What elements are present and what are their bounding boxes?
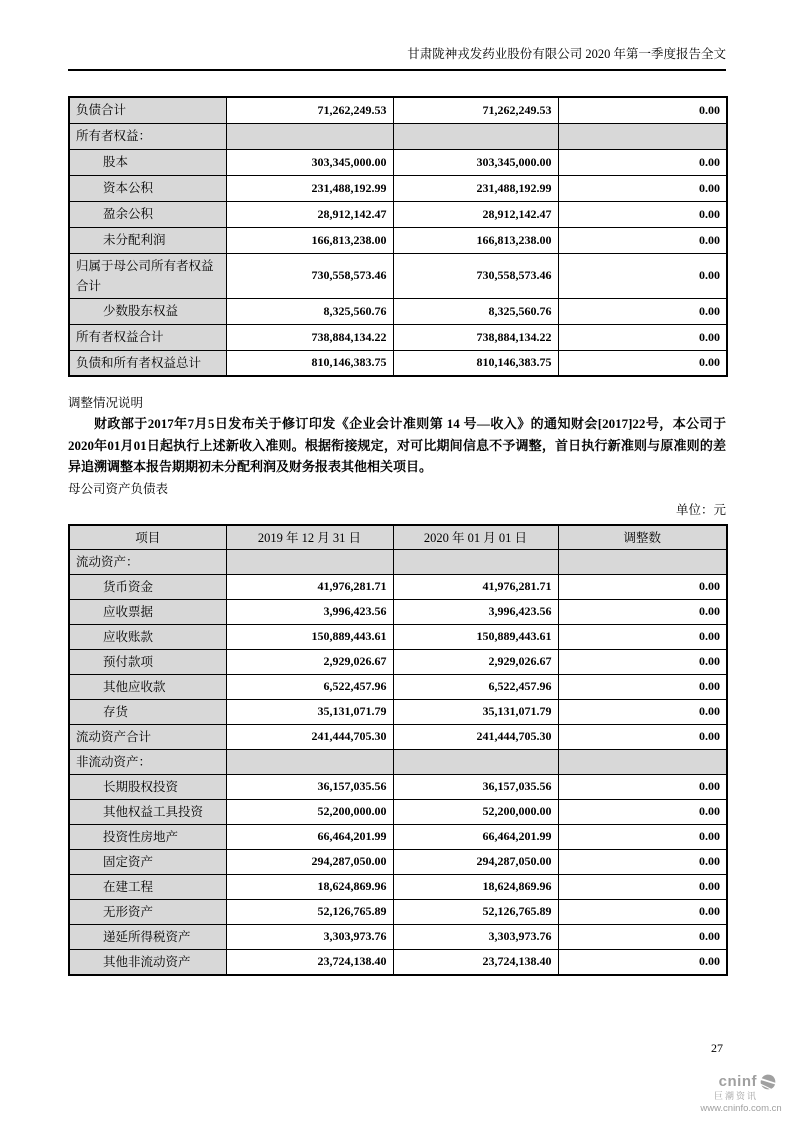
value-cell: 66,464,201.99 (393, 824, 558, 849)
value-cell: 0.00 (558, 824, 727, 849)
value-cell: 303,345,000.00 (393, 149, 558, 175)
row-label-cell: 投资性房地产 (69, 824, 226, 849)
table-row (69, 874, 727, 899)
value-cell: 28,912,142.47 (226, 201, 393, 227)
table-row (69, 599, 727, 624)
value-cell (226, 123, 393, 149)
adjustment-heading: 调整情况说明 (68, 396, 144, 410)
value-cell: 0.00 (558, 574, 727, 599)
value-cell (393, 749, 558, 774)
cninfo-logo (695, 1074, 787, 1114)
value-cell: 8,325,560.76 (393, 298, 558, 324)
value-cell: 810,146,383.75 (226, 350, 393, 376)
value-cell: 0.00 (558, 624, 727, 649)
row-label-cell: 其他应收款 (69, 674, 226, 699)
table-row (69, 201, 727, 227)
value-cell: 3,303,973.76 (226, 924, 393, 949)
value-cell: 0.00 (558, 699, 727, 724)
value-cell: 18,624,869.96 (226, 874, 393, 899)
table-row (69, 899, 727, 924)
value-cell: 28,912,142.47 (393, 201, 558, 227)
row-label-cell: 归属于母公司所有者权益合计 (69, 253, 226, 298)
value-cell: 0.00 (558, 874, 727, 899)
table-row (69, 298, 727, 324)
value-cell (226, 749, 393, 774)
table-row (69, 949, 727, 975)
value-cell: 0.00 (558, 227, 727, 253)
value-cell: 23,724,138.40 (226, 949, 393, 975)
page-header-title: 甘肃陇神戎发药业股份有限公司 2020 年第一季度报告全文 (68, 44, 726, 71)
value-cell: 52,126,765.89 (393, 899, 558, 924)
table-row (69, 175, 727, 201)
value-cell: 41,976,281.71 (226, 574, 393, 599)
table-row (69, 149, 727, 175)
table-row (69, 624, 727, 649)
row-label-cell: 其他权益工具投资 (69, 799, 226, 824)
value-cell: 0.00 (558, 253, 727, 298)
table-row (69, 774, 727, 799)
value-cell: 0.00 (558, 674, 727, 699)
value-cell: 2,929,026.67 (393, 649, 558, 674)
value-cell: 35,131,071.79 (393, 699, 558, 724)
parent-balance-sheet-title: 母公司资产负债表 (68, 482, 169, 496)
cninfo-brand-text: cninf (718, 1073, 757, 1091)
table-row (69, 649, 727, 674)
value-cell: 0.00 (558, 724, 727, 749)
value-cell: 35,131,071.79 (226, 699, 393, 724)
value-cell: 18,624,869.96 (393, 874, 558, 899)
section-row (69, 549, 727, 574)
table-row (69, 253, 727, 298)
page-number: 27 (711, 1041, 723, 1055)
table-row (69, 699, 727, 724)
row-label-cell: 所有者权益： (69, 123, 226, 149)
value-cell: 0.00 (558, 649, 727, 674)
row-label-cell: 长期股权投资 (69, 774, 226, 799)
value-cell: 66,464,201.99 (226, 824, 393, 849)
value-cell: 0.00 (558, 924, 727, 949)
row-label-cell: 存货 (69, 699, 226, 724)
value-cell: 41,976,281.71 (393, 574, 558, 599)
table-row (69, 799, 727, 824)
value-cell: 52,126,765.89 (226, 899, 393, 924)
row-label-cell: 非流动资产： (69, 749, 226, 774)
value-cell: 231,488,192.99 (226, 175, 393, 201)
value-cell: 730,558,573.46 (226, 253, 393, 298)
parent-balance-sheet-table (68, 524, 728, 976)
value-cell: 166,813,238.00 (226, 227, 393, 253)
value-cell: 2,929,026.67 (226, 649, 393, 674)
section-row (69, 749, 727, 774)
value-cell: 150,889,443.61 (226, 624, 393, 649)
value-cell: 241,444,705.30 (226, 724, 393, 749)
value-cell: 6,522,457.96 (393, 674, 558, 699)
row-label-cell: 盈余公积 (69, 201, 226, 227)
value-cell: 0.00 (558, 899, 727, 924)
value-cell: 6,522,457.96 (226, 674, 393, 699)
value-cell: 36,157,035.56 (393, 774, 558, 799)
unit-label: 单位：元 (675, 503, 726, 517)
value-cell: 0.00 (558, 201, 727, 227)
value-cell: 738,884,134.22 (226, 324, 393, 350)
row-label-cell: 递延所得税资产 (69, 924, 226, 949)
value-cell: 71,262,249.53 (226, 97, 393, 123)
cninfo-swirl-icon (759, 1074, 777, 1090)
column-header: 2019 年 12 月 31 日 (226, 525, 393, 549)
column-header: 2020 年 01 月 01 日 (393, 525, 558, 549)
value-cell: 0.00 (558, 350, 727, 376)
equity-liabilities-table (68, 96, 728, 377)
value-cell: 0.00 (558, 774, 727, 799)
table-row (69, 724, 727, 749)
value-cell: 0.00 (558, 149, 727, 175)
value-cell (226, 549, 393, 574)
table-row (69, 574, 727, 599)
value-cell (558, 549, 727, 574)
table-row (69, 97, 727, 123)
column-header: 项目 (69, 525, 226, 549)
row-label-cell: 应收账款 (69, 624, 226, 649)
value-cell: 810,146,383.75 (393, 350, 558, 376)
value-cell: 0.00 (558, 849, 727, 874)
adjustment-paragraph: 财政部于2017年7月5日发布关于修订印发《企业会计准则第 14 号—收入》的通知财会[2017]22号，本公司于2020年01月01日起执行上述新收入准则。根据衔接规定，对可比期间信息不予调整，首日执行新准则与原准则的差异追溯调整本报告期期初未分配利润及财务报表其他相关项目。 (68, 416, 726, 474)
value-cell: 23,724,138.40 (393, 949, 558, 975)
value-cell: 303,345,000.00 (226, 149, 393, 175)
row-label-cell: 流动资产合计 (69, 724, 226, 749)
row-label-cell: 应收票据 (69, 599, 226, 624)
row-label-cell: 负债和所有者权益总计 (69, 350, 226, 376)
value-cell (393, 549, 558, 574)
table-row (69, 350, 727, 376)
row-label-cell: 资本公积 (69, 175, 226, 201)
value-cell: 294,287,050.00 (393, 849, 558, 874)
table-row (69, 849, 727, 874)
value-cell: 0.00 (558, 175, 727, 201)
value-cell: 294,287,050.00 (226, 849, 393, 874)
value-cell: 3,303,973.76 (393, 924, 558, 949)
table-row (69, 924, 727, 949)
value-cell (393, 123, 558, 149)
row-label-cell: 预付款项 (69, 649, 226, 674)
value-cell: 0.00 (558, 799, 727, 824)
value-cell: 3,996,423.56 (393, 599, 558, 624)
table-row (69, 324, 727, 350)
value-cell: 36,157,035.56 (226, 774, 393, 799)
row-label-cell: 其他非流动资产 (69, 949, 226, 975)
row-label-cell: 所有者权益合计 (69, 324, 226, 350)
cninfo-url: www.cninfo.com.cn (700, 1102, 782, 1114)
value-cell: 150,889,443.61 (393, 624, 558, 649)
value-cell: 52,200,000.00 (393, 799, 558, 824)
value-cell: 52,200,000.00 (226, 799, 393, 824)
section-row (69, 123, 727, 149)
cninfo-brand-chinese: 巨潮资讯 (713, 1090, 758, 1101)
value-cell: 730,558,573.46 (393, 253, 558, 298)
row-label-cell: 无形资产 (69, 899, 226, 924)
table-row (69, 227, 727, 253)
table-row (69, 824, 727, 849)
value-cell (558, 123, 727, 149)
value-cell: 8,325,560.76 (226, 298, 393, 324)
row-label-cell: 流动资产： (69, 549, 226, 574)
value-cell: 241,444,705.30 (393, 724, 558, 749)
value-cell: 71,262,249.53 (393, 97, 558, 123)
value-cell: 0.00 (558, 298, 727, 324)
row-label-cell: 固定资产 (69, 849, 226, 874)
value-cell: 3,996,423.56 (226, 599, 393, 624)
value-cell: 738,884,134.22 (393, 324, 558, 350)
row-label-cell: 股本 (69, 149, 226, 175)
cninfo-brand-row (695, 1074, 787, 1091)
row-label-cell: 负债合计 (69, 97, 226, 123)
value-cell: 0.00 (558, 97, 727, 123)
table-row (69, 674, 727, 699)
row-label-cell: 少数股东权益 (69, 298, 226, 324)
value-cell: 231,488,192.99 (393, 175, 558, 201)
value-cell: 0.00 (558, 949, 727, 975)
column-header: 调整数 (558, 525, 727, 549)
value-cell: 166,813,238.00 (393, 227, 558, 253)
row-label-cell: 未分配利润 (69, 227, 226, 253)
row-label-cell: 在建工程 (69, 874, 226, 899)
value-cell: 0.00 (558, 324, 727, 350)
value-cell (558, 749, 727, 774)
table-header-row (69, 525, 727, 549)
row-label-cell: 货币资金 (69, 574, 226, 599)
value-cell: 0.00 (558, 599, 727, 624)
